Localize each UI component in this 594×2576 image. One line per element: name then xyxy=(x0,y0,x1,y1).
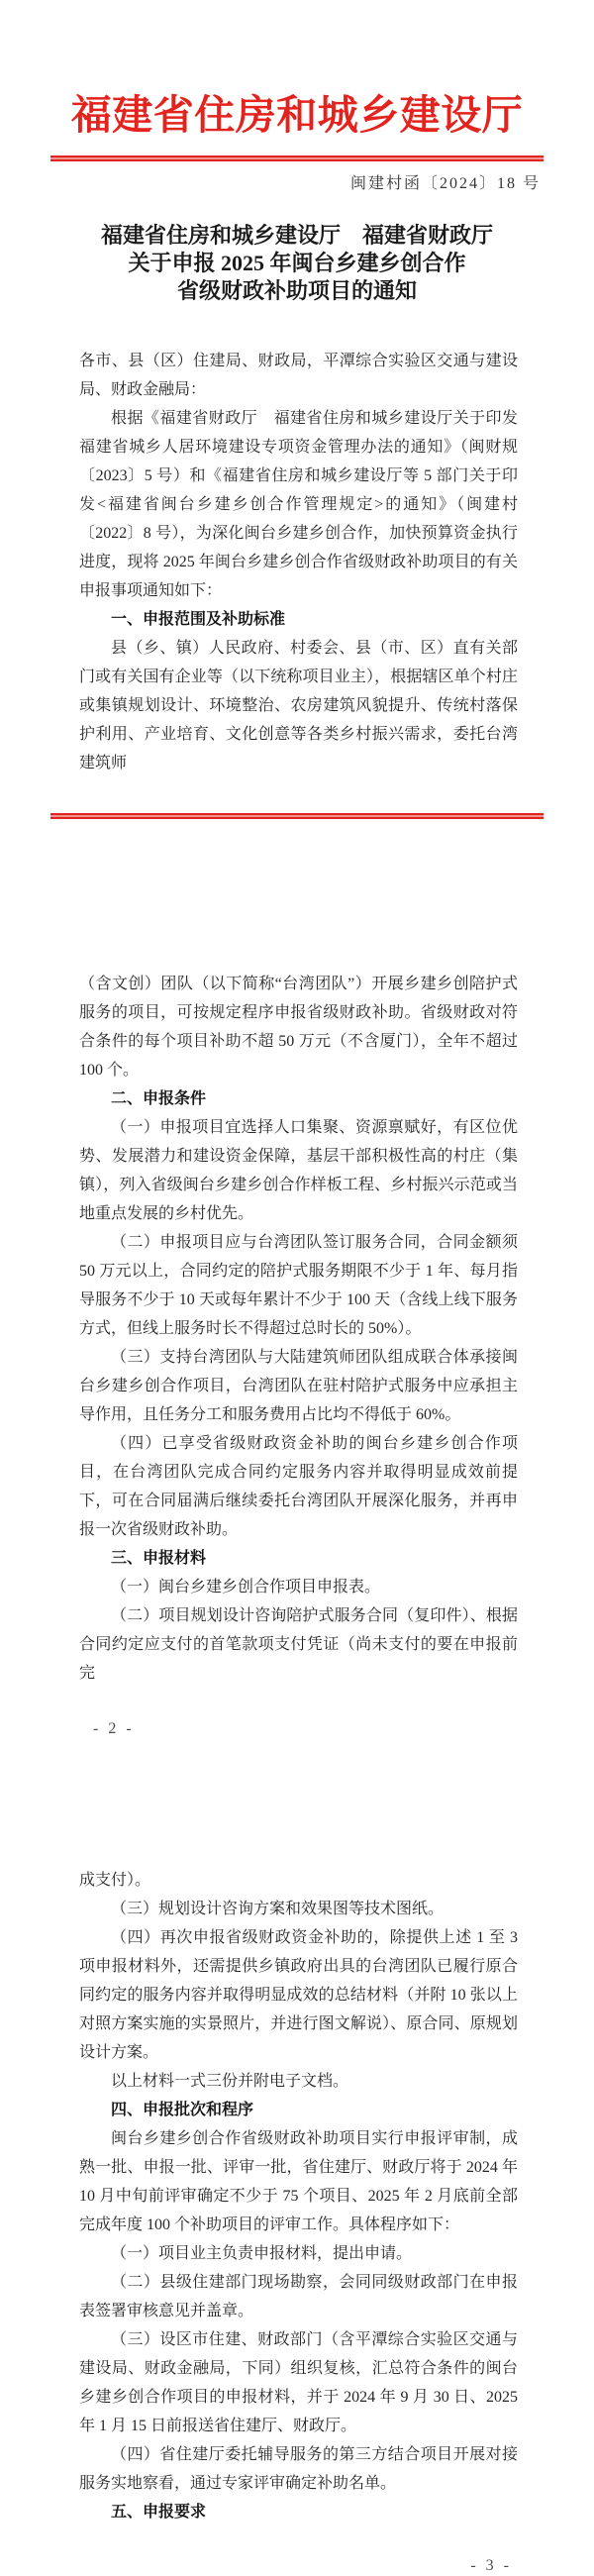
section-heading-5: 五、申报要求 xyxy=(111,2504,207,2521)
paragraph-step-1: （一）项目业主负责申报材料，提出申请。 xyxy=(111,2245,413,2262)
paragraph-step-2: （二）县级住建部门现场勘察，会同同级财政部门在申报表签署审核意见并盖章。 xyxy=(79,2274,518,2319)
page3-body xyxy=(0,1866,594,2526)
section-heading-2: 二、申报条件 xyxy=(111,1090,207,1107)
paragraph-condition-1: （一）申报项目宜选择人口集聚、资源禀赋好，有区位优势、发展潜力和建设资金保障，基层干部积极性高的村庄（集镇），列入省级闽台乡建乡创合作样板工程、乡村振兴示范或当地重点发展的乡村优先。 xyxy=(79,1119,518,1222)
document-title xyxy=(0,222,594,305)
paragraph-material-2-continuation: 成支付）。 xyxy=(79,1872,151,1889)
paragraph-condition-3: （三）支持台湾团队与大陆建筑师团队组成联合体承接闽台乡建乡创合作项目，台湾团队在驻村陪护式服务中应承担主导作用，且任务分工和服务费用占比均不得低于 60%。 xyxy=(79,1349,518,1423)
paragraph-material-note: 以上材料一式三份并附电子文档。 xyxy=(111,2073,349,2090)
paragraph-condition-4: （四）已享受省级财政资金补助的闽台乡建乡创合作项目，在台湾团队完成合同约定服务内容并取得明显成效前提下，可在合同届满后继续委托台湾团队开展深化服务，并再申报一次省级财政补助。 xyxy=(79,1435,518,1538)
document-title-line2: 关于申报 2025 年闽台乡建乡创合作 xyxy=(128,251,466,275)
paragraph-material-3: （三）规划设计咨询方案和效果图等技术图纸。 xyxy=(111,1901,445,1917)
paragraph-material-2: （二）项目规划设计咨询陪护式服务合同（复印件）、根据合同约定应支付的首笔款项支付凭证（尚未支付的要在申报前完 xyxy=(79,1607,518,1682)
page1-body xyxy=(0,347,594,777)
salutation: 各市、县（区）住建局、财政局，平潭综合实验区交通与建设局、财政金融局： xyxy=(79,353,518,398)
document-title-line3: 省级财政补助项目的通知 xyxy=(176,278,417,303)
agency-letterhead: 福建省住房和城乡建设厅 xyxy=(70,92,524,138)
section-heading-4: 四、申报批次和程序 xyxy=(111,2102,254,2118)
page-number-3: - 3 - xyxy=(470,2557,512,2574)
red-separator-line-page-break xyxy=(50,813,544,819)
paragraph-basis: 根据《福建省财政厅 福建省住房和城乡建设厅关于印发福建省城乡人居环境建设专项资金管理办法的通知》（闽财规〔2023〕5 号）和《福建省住房和城乡建设厅等 5 部门关于印发<福建省闽台乡建乡创合作管理规定>的通知》（闽建村〔2022〕8 号），为深化闽台乡建乡创合作，加快预算资金执行进度，现将 2025 年闽台乡建乡创合作省级财政补助项目的有关申报事项通知如下： xyxy=(79,410,518,599)
paragraph-material-1: （一）闽台乡建乡创合作项目申报表。 xyxy=(111,1579,381,1596)
paragraph-scope-continuation: （含文创）团队（以下简称“台湾团队”）开展乡建乡创陪护式服务的项目，可按规定程序申报省级财政补助。省级财政对符合条件的每个项目补助不超 50 万元（不含厦门），全年不超过 100 个。 xyxy=(79,976,518,1079)
paragraph-batch: 闽台乡建乡创合作省级财政补助项目实行申报评审制，成熟一批、申报一批、评审一批，省住建厅、财政厅将于 2024 年 10 月中旬前评审确定不少于 75 个项目、2025 年 2 月底前全部完成年度 100 个补助项目的评审工作。具体程序如下： xyxy=(79,2130,518,2233)
document-title-line1: 福建省住房和城乡建设厅 福建省财政厅 xyxy=(100,223,493,248)
paragraph-condition-2: （二）申报项目应与台湾团队签订服务合同，合同金额须 50 万元以上，合同约定的陪护式服务期限不少于 1 年、每月指导服务不少于 10 天或每年累计不少于 100 天（含线上线下服务方式，但线上服务时长不得超过总时长的 50%）。 xyxy=(79,1234,518,1337)
paragraph-material-4: （四）再次申报省级财政资金补助的，除提供上述 1 至 3 项申报材料外，还需提供乡镇政府出具的台湾团队已履行原合同约定的服务内容并取得明显成效的总结材料（并附 10 张以上对照方案实施的实景照片，并进行图文解说）、原合同、原规划设计方案。 xyxy=(79,1929,518,2061)
paragraph-scope: 县（乡、镇）人民政府、村委会、县（市、区）直有关部门或有关国有企业等（以下统称项目业主），根据辖区单个村庄或集镇规划设计、环境整治、农房建筑风貌提升、传统村落保护利用、产业培育、文化创意等各类乡村振兴需求，委托台湾建筑师 xyxy=(79,640,518,772)
page-number-2: - 2 - xyxy=(93,1720,135,1737)
paragraph-step-3: （三）设区市住建、财政部门（含平潭综合实验区交通与建设局、财政金融局，下同）组织复核，汇总符合条件的闽台乡建乡创合作项目的申报材料，并于 2024 年 9 月 30 日、2025 年 1 月 15 日前报送省住建厅、财政厅。 xyxy=(79,2331,518,2434)
section-heading-1: 一、申报范围及补助标准 xyxy=(111,611,286,628)
section-heading-3: 三、申报材料 xyxy=(111,1550,207,1567)
paragraph-step-4: （四）省住建厅委托辅导服务的第三方结合项目开展对接服务实地察看，通过专家评审确定补助名单。 xyxy=(79,2446,518,2492)
page2-body xyxy=(0,970,594,1688)
document-number: 闽建村函〔2024〕18 号 xyxy=(349,175,541,192)
red-separator-line-top xyxy=(50,155,544,161)
